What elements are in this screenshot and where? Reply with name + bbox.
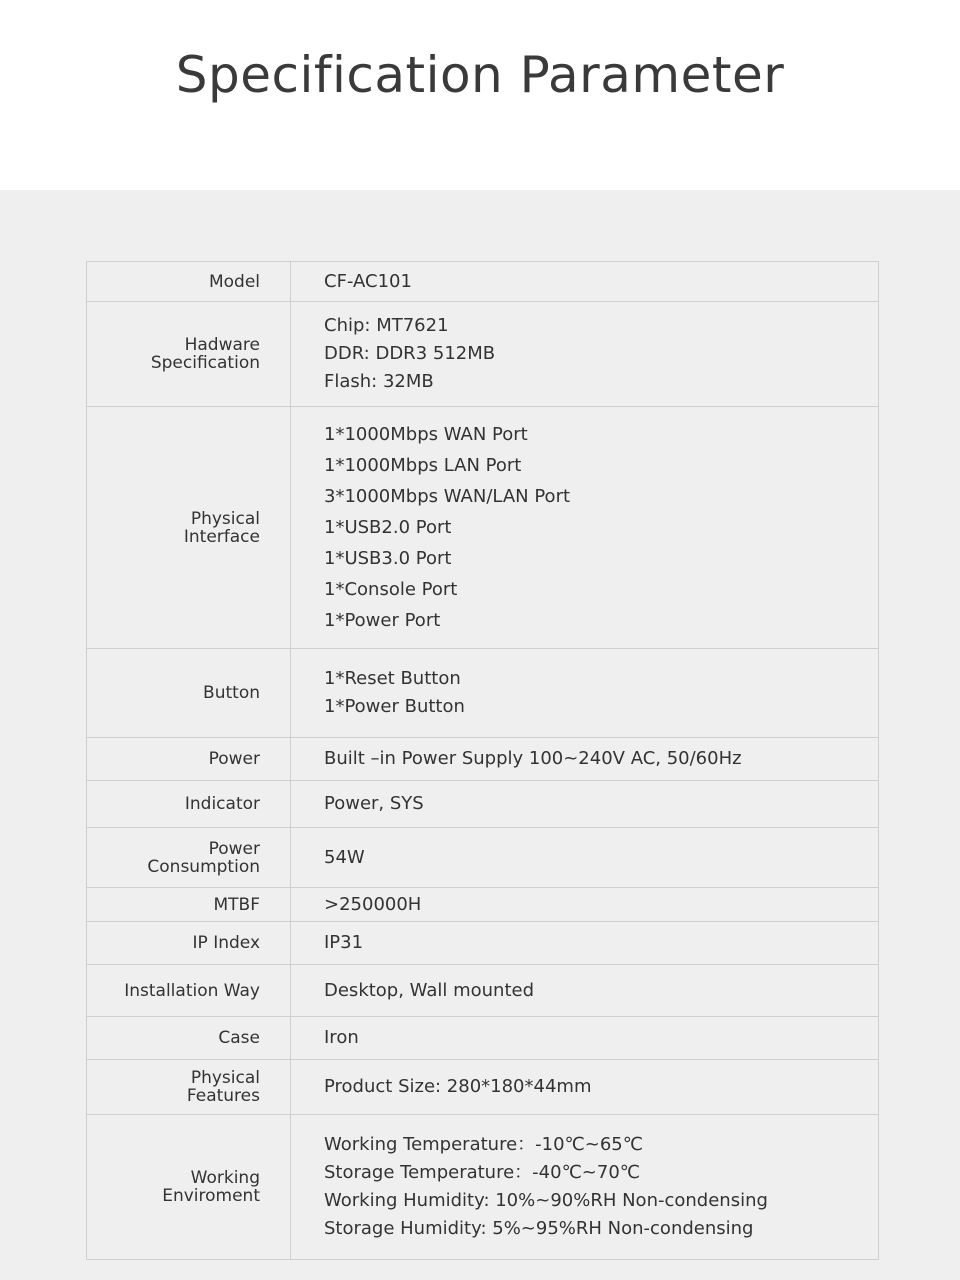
row-label (87, 1017, 291, 1060)
row-value (291, 888, 879, 922)
table-row (87, 781, 879, 828)
row-label (87, 649, 291, 738)
row-value-text: DDR: DDR3 512MB (324, 343, 496, 364)
row-label (87, 262, 291, 302)
header (0, 0, 960, 190)
row-value-text: Working Temperature：-10℃~65℃ (324, 1134, 643, 1155)
table-row (87, 922, 879, 965)
row-label-text: Enviroment (162, 1186, 260, 1206)
row-value-text: 1*Power Button (324, 696, 465, 717)
row-label-text: Working (190, 1168, 260, 1188)
table-row (87, 738, 879, 781)
row-value-text: 1*USB2.0 Port (324, 517, 452, 538)
row-label (87, 888, 291, 922)
row-value (291, 1017, 879, 1060)
row-value (291, 828, 879, 888)
row-label-text: Installation Way (124, 980, 260, 1001)
row-label-text: Physical (190, 508, 260, 529)
row-value (291, 1115, 879, 1260)
row-value-text: >250000H (324, 893, 422, 915)
row-value-text: Built –in Power Supply 100~240V AC, 50/60Hz (324, 748, 742, 769)
row-label-text: Consumption (147, 856, 260, 877)
row-value-text: IP31 (324, 932, 364, 953)
table-row (87, 262, 879, 302)
table-row (87, 302, 879, 407)
row-value (291, 738, 879, 781)
spec-table (86, 261, 879, 1260)
row-label-text: Interface (183, 526, 260, 547)
row-value-text: 1*Power Port (324, 610, 441, 631)
row-value-text: 1*Console Port (324, 579, 458, 600)
table-row (87, 1115, 879, 1260)
row-value (291, 649, 879, 738)
row-label (87, 781, 291, 828)
row-value (291, 1060, 879, 1115)
row-value-text: Chip: MT7621 (324, 315, 449, 336)
row-value-text: Product Size: 280*180*44mm (324, 1076, 592, 1097)
row-label-text: Features (186, 1086, 260, 1106)
row-value-text: Working Humidity: 10%~90%RH Non-condensing (324, 1190, 768, 1211)
table-row (87, 965, 879, 1017)
row-label-text: Power (208, 838, 260, 859)
row-label (87, 828, 291, 888)
row-value-text: Iron (324, 1027, 359, 1048)
row-value (291, 781, 879, 828)
table-row (87, 828, 879, 888)
row-label-text: Model (208, 271, 260, 292)
row-label-text: Hadware (184, 335, 260, 355)
row-label-text: Physical (190, 1068, 260, 1088)
row-value-text: 1*USB3.0 Port (324, 548, 452, 569)
row-value-text: 1*Reset Button (324, 668, 461, 689)
row-label (87, 922, 291, 965)
row-label (87, 407, 291, 649)
row-label (87, 738, 291, 781)
row-value (291, 302, 879, 407)
row-value-text: CF-AC101 (324, 270, 412, 292)
row-label (87, 965, 291, 1017)
row-label-text: Specification (150, 353, 260, 373)
row-value-text: 3*1000Mbps WAN/LAN Port (324, 486, 571, 507)
row-value-text: 1*1000Mbps LAN Port (324, 455, 522, 476)
row-value (291, 262, 879, 302)
row-label-text: Indicator (184, 794, 260, 814)
row-value (291, 922, 879, 965)
row-label-text: MTBF (213, 894, 260, 915)
row-value-text: Power, SYS (324, 793, 424, 814)
row-label (87, 1060, 291, 1115)
row-value (291, 965, 879, 1017)
row-value-text: 54W (324, 846, 365, 868)
row-value-text: 1*1000Mbps WAN Port (324, 424, 528, 445)
table-row (87, 888, 879, 922)
table-row (87, 407, 879, 649)
row-label (87, 1115, 291, 1260)
row-value-text: Desktop, Wall mounted (324, 979, 534, 1001)
row-label-text: Button (203, 683, 260, 703)
row-label-text: Power (208, 749, 260, 769)
row-value-text: Storage Humidity: 5%~95%RH Non-condensing (324, 1218, 754, 1239)
row-label-text: IP Index (192, 933, 260, 953)
table-row (87, 1017, 879, 1060)
row-value-text: Storage Temperature：-40℃~70℃ (324, 1162, 640, 1183)
table-row (87, 649, 879, 738)
row-label (87, 302, 291, 407)
row-value-text: Flash: 32MB (324, 371, 434, 392)
table-row (87, 1060, 879, 1115)
row-label-text: Case (218, 1028, 260, 1048)
row-value (291, 407, 879, 649)
page-title: Specification Parameter (175, 46, 785, 104)
